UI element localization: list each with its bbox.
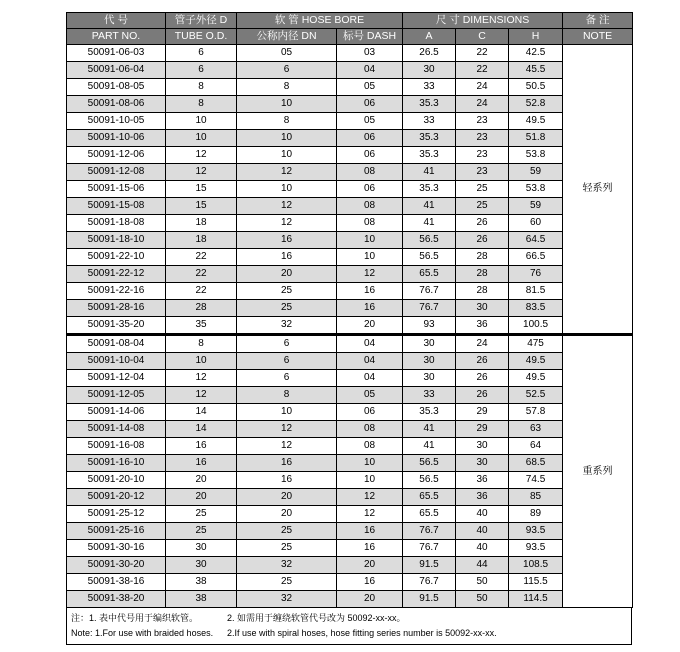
table-cell: 10: [166, 113, 237, 130]
table-cell: 25: [166, 523, 237, 540]
table-cell: 28: [456, 283, 509, 300]
table-row: [67, 472, 633, 489]
series-note: 重系列: [563, 335, 633, 608]
header-tube-en: TUBE O.D.: [166, 29, 237, 45]
table-cell: 29: [456, 421, 509, 438]
table-cell: 64: [509, 438, 563, 455]
table-cell: 10: [237, 181, 337, 198]
table-cell: 41: [403, 215, 456, 232]
table-cell: 25: [237, 300, 337, 317]
table-cell: 50091-20-12: [67, 489, 166, 506]
table-cell: 33: [403, 387, 456, 404]
table-cell: 12: [237, 164, 337, 181]
table-cell: 16: [337, 523, 403, 540]
table-cell: 50.5: [509, 79, 563, 96]
table-cell: 65.5: [403, 489, 456, 506]
table-cell: 475: [509, 335, 563, 353]
table-cell: 50091-20-10: [67, 472, 166, 489]
table-row: [67, 62, 633, 79]
table-cell: 76.7: [403, 540, 456, 557]
table-cell: 50091-12-08: [67, 164, 166, 181]
table-cell: 50091-22-10: [67, 249, 166, 266]
table-row: [67, 45, 633, 62]
table-cell: 08: [337, 215, 403, 232]
table-cell: 08: [337, 164, 403, 181]
table-cell: 14: [166, 404, 237, 421]
table-cell: 35.3: [403, 181, 456, 198]
table-cell: 16: [237, 455, 337, 472]
table-cell: 08: [337, 421, 403, 438]
table-cell: 57.8: [509, 404, 563, 421]
table-cell: 76.7: [403, 283, 456, 300]
table-cell: 59: [509, 198, 563, 215]
table-cell: 35.3: [403, 96, 456, 113]
header-hose-bore: 软 管 HOSE BORE: [237, 13, 403, 29]
table-cell: 108.5: [509, 557, 563, 574]
table-cell: 04: [337, 335, 403, 353]
table-cell: 12: [337, 489, 403, 506]
table-cell: 30: [403, 335, 456, 353]
table-cell: 49.5: [509, 353, 563, 370]
table-cell: 93.5: [509, 523, 563, 540]
table-cell: 16: [337, 300, 403, 317]
table-cell: 53.8: [509, 181, 563, 198]
fitting-spec-sheet: [66, 12, 632, 645]
table-cell: 30: [403, 370, 456, 387]
table-cell: 30: [166, 540, 237, 557]
table-cell: 50091-08-06: [67, 96, 166, 113]
table-cell: 41: [403, 421, 456, 438]
header-dash: 标号 DASH: [337, 29, 403, 45]
table-cell: 22: [166, 249, 237, 266]
note-cn-2: 2. 如需用于缠绕软管代号改为 50092-xx-xx。: [227, 613, 406, 623]
table-cell: 6: [237, 335, 337, 353]
table-row: [67, 113, 633, 130]
table-cell: 89: [509, 506, 563, 523]
table-cell: 05: [337, 113, 403, 130]
table-cell: 6: [166, 62, 237, 79]
header-part-cn: 代 号: [67, 13, 166, 29]
table-cell: 25: [456, 181, 509, 198]
table-cell: 35.3: [403, 130, 456, 147]
table-cell: 22: [166, 283, 237, 300]
table-cell: 76.7: [403, 574, 456, 591]
table-cell: 23: [456, 147, 509, 164]
table-cell: 20: [337, 591, 403, 608]
table-cell: 60: [509, 215, 563, 232]
table-cell: 50091-08-05: [67, 79, 166, 96]
table-cell: 6: [237, 370, 337, 387]
table-cell: 63: [509, 421, 563, 438]
table-cell: 50091-12-04: [67, 370, 166, 387]
table-cell: 50091-12-05: [67, 387, 166, 404]
table-cell: 50091-06-03: [67, 45, 166, 62]
table-cell: 26: [456, 370, 509, 387]
table-cell: 03: [337, 45, 403, 62]
table-row: [67, 215, 633, 232]
table-row: [67, 574, 633, 591]
table-cell: 12: [166, 370, 237, 387]
header-part-en: PART NO.: [67, 29, 166, 45]
table-cell: 33: [403, 79, 456, 96]
table-cell: 40: [456, 540, 509, 557]
table-cell: 50091-25-16: [67, 523, 166, 540]
table-cell: 93: [403, 317, 456, 335]
table-cell: 66.5: [509, 249, 563, 266]
table-cell: 52.8: [509, 96, 563, 113]
table-cell: 10: [237, 147, 337, 164]
table-row: [67, 317, 633, 335]
table-cell: 10: [337, 249, 403, 266]
table-cell: 50091-14-06: [67, 404, 166, 421]
table-cell: 06: [337, 96, 403, 113]
table-row: [67, 404, 633, 421]
table-cell: 50091-18-10: [67, 232, 166, 249]
table-cell: 26: [456, 215, 509, 232]
table-cell: 30: [456, 438, 509, 455]
table-cell: 50091-22-12: [67, 266, 166, 283]
note-en-1: Note: 1.For use with braided hoses.: [71, 628, 214, 638]
table-row: [67, 506, 633, 523]
table-cell: 50091-38-20: [67, 591, 166, 608]
table-cell: 23: [456, 164, 509, 181]
table-cell: 10: [337, 455, 403, 472]
table-cell: 10: [237, 404, 337, 421]
table-cell: 32: [237, 317, 337, 335]
table-cell: 16: [166, 438, 237, 455]
table-row: [67, 438, 633, 455]
table-cell: 35.3: [403, 147, 456, 164]
table-cell: 91.5: [403, 591, 456, 608]
table-cell: 06: [337, 147, 403, 164]
note-en-2: 2.If use with spiral hoses, hose fitting series number is 50092-xx-xx.: [227, 628, 497, 638]
table-cell: 50091-16-08: [67, 438, 166, 455]
table-cell: 12: [237, 421, 337, 438]
table-cell: 26: [456, 232, 509, 249]
table-cell: 59: [509, 164, 563, 181]
table-cell: 10: [337, 232, 403, 249]
table-cell: 20: [337, 317, 403, 335]
table-cell: 115.5: [509, 574, 563, 591]
table-row: [67, 557, 633, 574]
table-cell: 50091-30-16: [67, 540, 166, 557]
table-cell: 18: [166, 232, 237, 249]
table-cell: 74.5: [509, 472, 563, 489]
table-row: [67, 79, 633, 96]
table-row: [67, 300, 633, 317]
table-cell: 65.5: [403, 266, 456, 283]
table-cell: 65.5: [403, 506, 456, 523]
table-cell: 50091-28-16: [67, 300, 166, 317]
table-cell: 83.5: [509, 300, 563, 317]
table-cell: 56.5: [403, 472, 456, 489]
table-cell: 06: [337, 404, 403, 421]
header-note-cn: 备 注: [563, 13, 633, 29]
table-cell: 41: [403, 164, 456, 181]
table-cell: 12: [237, 438, 337, 455]
table-cell: 68.5: [509, 455, 563, 472]
table-cell: 8: [166, 335, 237, 353]
table-cell: 15: [166, 198, 237, 215]
table-cell: 56.5: [403, 249, 456, 266]
table-cell: 76.7: [403, 523, 456, 540]
table-cell: 20: [237, 489, 337, 506]
table-cell: 08: [337, 438, 403, 455]
table-cell: 50091-25-12: [67, 506, 166, 523]
table-cell: 49.5: [509, 113, 563, 130]
table-cell: 8: [237, 113, 337, 130]
table-cell: 12: [166, 164, 237, 181]
table-cell: 10: [237, 130, 337, 147]
table-cell: 25: [166, 506, 237, 523]
table-cell: 28: [456, 249, 509, 266]
table-cell: 05: [237, 45, 337, 62]
table-cell: 50: [456, 574, 509, 591]
table-cell: 56.5: [403, 455, 456, 472]
table-cell: 12: [237, 215, 337, 232]
table-cell: 64.5: [509, 232, 563, 249]
table-cell: 25: [456, 198, 509, 215]
table-cell: 35: [166, 317, 237, 335]
table-cell: 16: [337, 540, 403, 557]
table-cell: 38: [166, 591, 237, 608]
table-cell: 81.5: [509, 283, 563, 300]
table-cell: 22: [456, 62, 509, 79]
header-dimensions: 尺 寸 DIMENSIONS: [403, 13, 563, 29]
table-cell: 50091-10-06: [67, 130, 166, 147]
table-cell: 22: [456, 45, 509, 62]
table-cell: 16: [237, 472, 337, 489]
table-cell: 41: [403, 198, 456, 215]
table-cell: 10: [337, 472, 403, 489]
header-a: A: [403, 29, 456, 45]
table-row: [67, 147, 633, 164]
table-cell: 06: [337, 130, 403, 147]
table-row: [67, 335, 633, 353]
table-row: [67, 96, 633, 113]
table-cell: 76.7: [403, 300, 456, 317]
table-cell: 20: [237, 506, 337, 523]
table-cell: 44: [456, 557, 509, 574]
table-row: [67, 130, 633, 147]
table-cell: 50091-14-08: [67, 421, 166, 438]
header-h: H: [509, 29, 563, 45]
table-cell: 8: [237, 387, 337, 404]
table-row: [67, 164, 633, 181]
table-cell: 04: [337, 370, 403, 387]
table-cell: 16: [237, 232, 337, 249]
table-cell: 100.5: [509, 317, 563, 335]
table-cell: 05: [337, 79, 403, 96]
table-cell: 12: [166, 147, 237, 164]
table-cell: 18: [166, 215, 237, 232]
table-row: [67, 232, 633, 249]
table-cell: 6: [237, 353, 337, 370]
table-cell: 50091-15-08: [67, 198, 166, 215]
table-cell: 8: [166, 96, 237, 113]
table-cell: 28: [166, 300, 237, 317]
table-row: [67, 455, 633, 472]
table-cell: 16: [337, 574, 403, 591]
table-cell: 20: [166, 472, 237, 489]
table-cell: 30: [403, 353, 456, 370]
table-cell: 85: [509, 489, 563, 506]
table-row: [67, 540, 633, 557]
table-cell: 26: [456, 387, 509, 404]
table-row: [67, 353, 633, 370]
table-cell: 49.5: [509, 370, 563, 387]
table-cell: 23: [456, 130, 509, 147]
table-cell: 12: [237, 198, 337, 215]
table-cell: 25: [237, 574, 337, 591]
table-cell: 16: [337, 283, 403, 300]
table-cell: 50091-16-10: [67, 455, 166, 472]
table-cell: 04: [337, 62, 403, 79]
table-cell: 24: [456, 79, 509, 96]
table-cell: 23: [456, 113, 509, 130]
table-cell: 30: [456, 300, 509, 317]
table-cell: 8: [237, 79, 337, 96]
table-cell: 32: [237, 557, 337, 574]
table-cell: 50091-08-04: [67, 335, 166, 353]
table-cell: 76: [509, 266, 563, 283]
table-cell: 6: [237, 62, 337, 79]
table-cell: 56.5: [403, 232, 456, 249]
table-cell: 38: [166, 574, 237, 591]
footnotes: [66, 608, 632, 645]
table-cell: 20: [237, 266, 337, 283]
table-row: [67, 387, 633, 404]
table-cell: 05: [337, 387, 403, 404]
table-cell: 50091-12-06: [67, 147, 166, 164]
table-cell: 45.5: [509, 62, 563, 79]
table-cell: 50091-06-04: [67, 62, 166, 79]
table-cell: 20: [166, 489, 237, 506]
table-cell: 52.5: [509, 387, 563, 404]
table-cell: 51.8: [509, 130, 563, 147]
table-row: [67, 370, 633, 387]
table-row: [67, 523, 633, 540]
table-row: [67, 266, 633, 283]
header-dn: 公称内径 DN: [237, 29, 337, 45]
table-row: [67, 283, 633, 300]
table-cell: 12: [166, 387, 237, 404]
table-cell: 30: [403, 62, 456, 79]
table-cell: 24: [456, 335, 509, 353]
table-cell: 26.5: [403, 45, 456, 62]
note-cn-1: 注：1. 表中代号用于编织软管。: [71, 613, 199, 623]
table-cell: 50091-30-20: [67, 557, 166, 574]
table-header: [67, 13, 633, 45]
table-cell: 50091-10-05: [67, 113, 166, 130]
series-note: 轻系列: [563, 45, 633, 335]
table-cell: 25: [237, 540, 337, 557]
table-cell: 36: [456, 317, 509, 335]
table-cell: 12: [337, 506, 403, 523]
table-cell: 24: [456, 96, 509, 113]
table-cell: 22: [166, 266, 237, 283]
table-cell: 40: [456, 523, 509, 540]
table-row: [67, 198, 633, 215]
table-row: [67, 181, 633, 198]
table-cell: 06: [337, 181, 403, 198]
table-cell: 91.5: [403, 557, 456, 574]
header-note-en: NOTE: [563, 29, 633, 45]
table-cell: 50091-10-04: [67, 353, 166, 370]
table-cell: 33: [403, 113, 456, 130]
table-cell: 28: [456, 266, 509, 283]
table-cell: 25: [237, 283, 337, 300]
table-cell: 93.5: [509, 540, 563, 557]
table-cell: 6: [166, 45, 237, 62]
table-cell: 30: [166, 557, 237, 574]
table-cell: 40: [456, 506, 509, 523]
table-cell: 114.5: [509, 591, 563, 608]
table-cell: 10: [237, 96, 337, 113]
table-cell: 15: [166, 181, 237, 198]
table-cell: 14: [166, 421, 237, 438]
table-cell: 20: [337, 557, 403, 574]
table-cell: 36: [456, 489, 509, 506]
table-cell: 26: [456, 353, 509, 370]
table-body: [67, 45, 633, 608]
table-cell: 50091-38-16: [67, 574, 166, 591]
table-cell: 8: [166, 79, 237, 96]
table-cell: 41: [403, 438, 456, 455]
header-tube-cn: 管子外径 D: [166, 13, 237, 29]
table-cell: 32: [237, 591, 337, 608]
table-row: [67, 421, 633, 438]
table-cell: 42.5: [509, 45, 563, 62]
table-cell: 50: [456, 591, 509, 608]
table-cell: 30: [456, 455, 509, 472]
header-c: C: [456, 29, 509, 45]
table-cell: 10: [166, 353, 237, 370]
spec-table: [66, 12, 633, 608]
table-cell: 08: [337, 198, 403, 215]
table-cell: 16: [237, 249, 337, 266]
table-cell: 10: [166, 130, 237, 147]
table-cell: 16: [166, 455, 237, 472]
table-cell: 50091-22-16: [67, 283, 166, 300]
table-row: [67, 249, 633, 266]
table-row: [67, 591, 633, 608]
table-cell: 50091-15-06: [67, 181, 166, 198]
table-cell: 12: [337, 266, 403, 283]
table-cell: 50091-35-20: [67, 317, 166, 335]
table-cell: 53.8: [509, 147, 563, 164]
table-row: [67, 489, 633, 506]
table-cell: 25: [237, 523, 337, 540]
table-cell: 04: [337, 353, 403, 370]
table-cell: 35.3: [403, 404, 456, 421]
table-cell: 50091-18-08: [67, 215, 166, 232]
table-cell: 36: [456, 472, 509, 489]
table-cell: 29: [456, 404, 509, 421]
